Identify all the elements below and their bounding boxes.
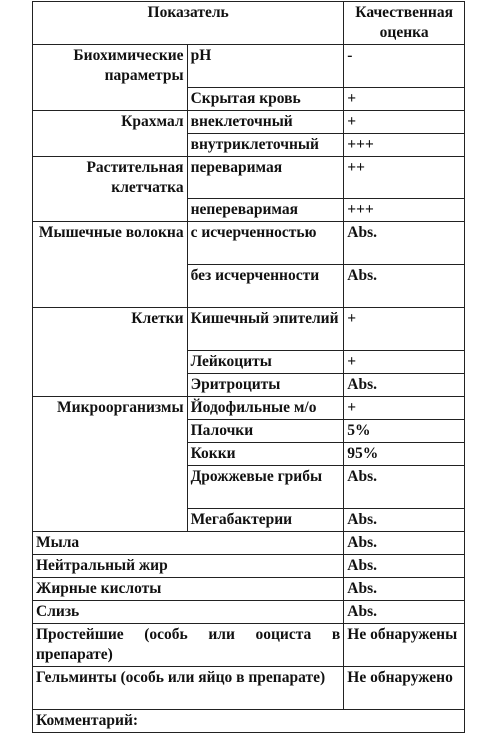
table-row [33,45,465,88]
table-row [33,600,465,623]
protozoa-label: Простейшие (особь или ооциста в препарате) [33,623,344,666]
table-row [33,350,465,373]
simple-label: Слизь [33,600,344,623]
table-row [33,222,465,265]
helminths-value: Не обнаружено [344,666,465,709]
table-row [33,307,465,350]
simple-value: Abs. [344,577,465,600]
table-row [33,531,465,554]
param-label: Скрытая кровь [187,87,344,110]
group-label: Клетки [33,307,188,350]
param-label: Мегабактерии [187,508,344,531]
table-row [33,709,465,732]
table-row [33,133,465,156]
param-value: + [344,307,465,350]
simple-value: Abs. [344,600,465,623]
table-row [33,110,465,133]
table-row [33,419,465,442]
param-value: Abs. [344,465,465,508]
param-label: Эритроциты [187,373,344,396]
table-row [33,396,465,419]
group-label [33,87,188,110]
param-value: + [344,110,465,133]
group-label [33,465,188,508]
group-label [33,199,188,222]
param-label: внутриклеточный [187,133,344,156]
header-indicator: Показатель [33,2,344,45]
param-value: +++ [344,199,465,222]
group-label: Мышечные волокна [33,222,188,265]
table-row [33,442,465,465]
group-label [33,264,188,307]
table-row [33,623,465,666]
param-label: непереваримая [187,199,344,222]
group-label [33,373,188,396]
group-label: Растительная клетчатка [33,156,188,199]
param-value: Abs. [344,508,465,531]
table-row [33,264,465,307]
simple-label: Мыла [33,531,344,554]
report-container [32,1,465,733]
param-label: pH [187,45,344,88]
param-value: 95% [344,442,465,465]
protozoa-value: Не обнаружены [344,623,465,666]
table-row [33,465,465,508]
param-value: 5% [344,419,465,442]
group-label [33,350,188,373]
table-row [33,199,465,222]
param-label: Йодофильные м/о [187,396,344,419]
param-label: Палочки [187,419,344,442]
param-value: - [344,45,465,88]
simple-value: Abs. [344,531,465,554]
header-row [33,2,465,45]
param-label: Лейкоциты [187,350,344,373]
param-label: с исчерченностью [187,222,344,265]
group-label [33,508,188,531]
helminths-label: Гельминты (особь или яйцо в препарате) [33,666,344,709]
simple-value: Abs. [344,554,465,577]
param-value: + [344,350,465,373]
param-value: + [344,87,465,110]
param-label: внеклеточный [187,110,344,133]
param-label: переваримая [187,156,344,199]
group-label: Биохимические параметры [33,45,188,88]
table-row [33,87,465,110]
stool-analysis-table [32,1,465,733]
group-label: Микроорганизмы [33,396,188,419]
comment-label: Комментарий: [33,709,465,732]
group-label [33,442,188,465]
group-label [33,133,188,156]
table-row [33,577,465,600]
group-label: Крахмал [33,110,188,133]
table-row [33,508,465,531]
table-row [33,373,465,396]
simple-label: Нейтральный жир [33,554,344,577]
param-label: без исчерченности [187,264,344,307]
param-label: Дрожжевые грибы [187,465,344,508]
param-value: ++ [344,156,465,199]
param-value: Abs. [344,222,465,265]
group-label [33,419,188,442]
table-row [33,156,465,199]
param-label: Кишечный эпителий [187,307,344,350]
table-row [33,666,465,709]
table-row [33,554,465,577]
simple-label: Жирные кислоты [33,577,344,600]
param-value: +++ [344,133,465,156]
param-value: Abs. [344,264,465,307]
param-value: + [344,396,465,419]
param-value: Abs. [344,373,465,396]
param-label: Кокки [187,442,344,465]
header-assessment: Качественная оценка [344,2,465,45]
